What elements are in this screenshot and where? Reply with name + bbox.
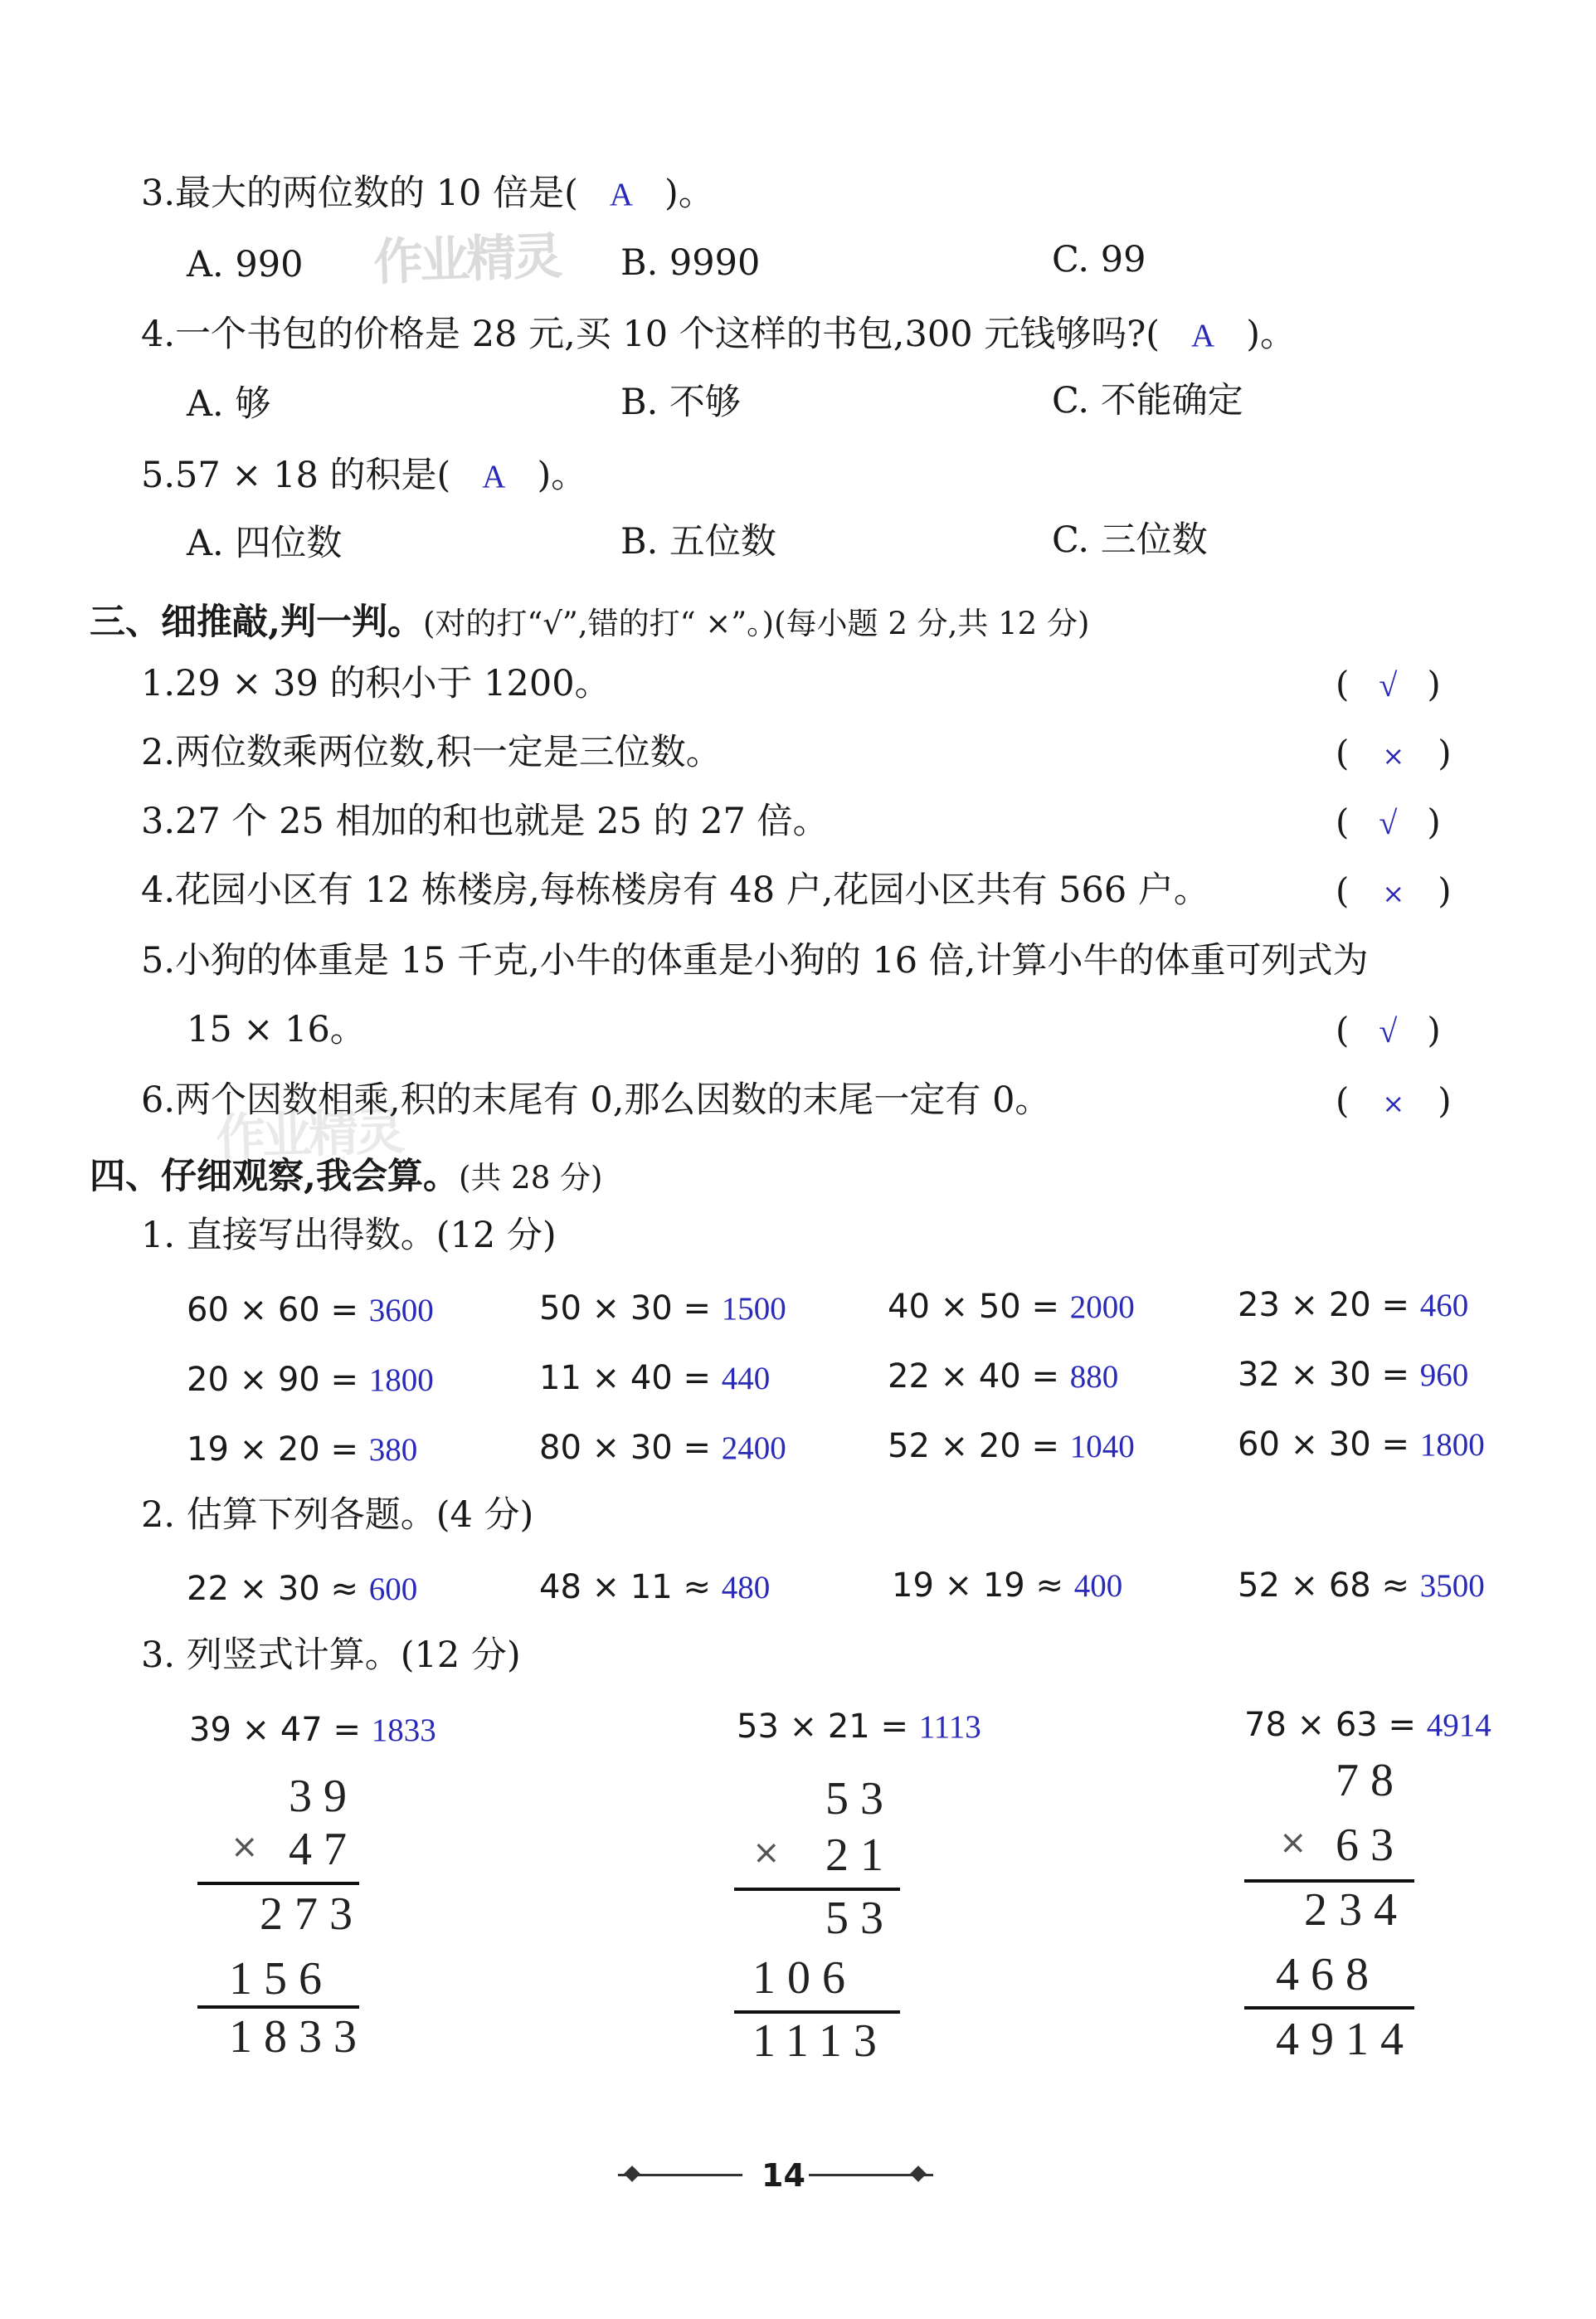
multiplicand: 53 [825,1773,895,1825]
vertical-calc-3 [1244,1749,1423,2077]
question-number: 3. [141,173,176,214]
vertical-expr: 39 × 47 = 1833 [189,1711,436,1749]
part-3-title: 3. 列竖式计算。(12 分) [141,1635,521,1676]
part-1-title: 1. 直接写出得数。(12 分) [141,1215,557,1256]
partial-product: 106 [752,1952,857,2004]
times-sign: × [231,1828,259,1866]
multiplier: 21 [825,1829,895,1881]
judge-bracket: ( √ ) [1336,801,1441,842]
partial-product: 468 [1276,1949,1380,2000]
estimate-item: 48 × 11 ≈ 480 [539,1568,771,1606]
judge-mark: × [1382,878,1405,909]
calc-item: 11 × 40 = 440 [539,1359,771,1397]
judge-mark: × [1382,740,1405,772]
times-sign: × [752,1834,781,1872]
judge-item: 1.29 × 39 的积小于 1200。 [141,663,611,704]
estimate-item: 19 × 19 ≈ 400 [892,1566,1123,1605]
vertical-calc-1 [189,1763,367,2070]
option-a: A. 990 [187,244,304,285]
ornament-diamond [910,2166,927,2182]
estimate-item: 52 × 68 ≈ 3500 [1238,1566,1485,1605]
rule [734,1888,900,1891]
watermark: 作业精灵 [215,1103,403,1167]
judge-item: 5.小狗的体重是 15 千克,小牛的体重是小狗的 16 倍,计算小牛的体重可列式为 [141,940,1369,982]
section-4-heading: 四、仔细观察,我会算。(共 28 分) [90,1156,603,1197]
judge-bracket: ( √ ) [1336,664,1441,704]
question-3: 3.最大的两位数的 10 倍是( A )。 [141,173,714,214]
judge-mark: √ [1379,666,1398,704]
judge-item-cont: 15 × 16。 [187,1009,366,1050]
judge-item: 6.两个因数相乘,积的末尾有 0,那么因数的末尾一定有 0。 [141,1079,1051,1121]
multiplicand: 78 [1336,1755,1405,1806]
partial-product: 156 [229,1953,333,2005]
option-c: C. 不能确定 [1052,380,1243,421]
calc-item: 60 × 30 = 1800 [1238,1425,1485,1464]
option-c: C. 三位数 [1052,519,1208,561]
answer: A [482,459,506,494]
rule [1244,1879,1414,1883]
judge-bracket: ( × ) [1336,733,1452,773]
partial-product: 234 [1304,1884,1409,1936]
option-a: A. 四位数 [187,523,343,564]
calc-item: 32 × 30 = 960 [1238,1356,1469,1394]
rule [197,2005,359,2009]
answer: A [609,177,634,212]
multiplier: 47 [289,1824,358,1875]
calc-item: 40 × 50 = 2000 [888,1288,1135,1326]
judge-item: 2.两位数乘两位数,积一定是三位数。 [141,732,722,773]
judge-mark: √ [1379,1012,1398,1050]
part-2-title: 2. 估算下列各题。(4 分) [141,1494,534,1536]
vertical-calc-2 [734,1759,912,2078]
product: 4914 [1276,2014,1415,2065]
watermark: 作业精灵 [372,227,561,292]
multiplier: 63 [1336,1820,1405,1871]
section-3-heading: 三、细推敲,判一判。(对的打“√”,错的打“ ×”。)(每小题 2 分,共 12 分) [90,602,1090,643]
calc-item: 80 × 30 = 2400 [539,1429,786,1467]
ornament-diamond [624,2166,640,2182]
vertical-expr: 53 × 21 = 1113 [737,1708,981,1746]
page-number: 14 [762,2157,805,2194]
calc-item: 23 × 20 = 460 [1238,1286,1469,1324]
option-c: C. 99 [1052,239,1146,280]
judge-bracket: ( √ ) [1336,1010,1441,1050]
partial-product: 273 [260,1888,364,1940]
product: 1113 [752,2015,888,2067]
rule [197,1882,359,1885]
option-b: B. 五位数 [620,521,776,563]
partial-product: 53 [825,1893,895,1944]
times-sign: × [1279,1824,1307,1862]
judge-item: 4.花园小区有 12 栋楼房,每栋楼房有 48 户,花园小区共有 566 户。 [141,870,1209,911]
rule [1244,2006,1414,2010]
judge-mark: √ [1379,804,1398,841]
question-5: 5.57 × 18 的积是( A )。 [141,455,587,496]
option-a: A. 够 [187,383,271,425]
estimate-item: 22 × 30 ≈ 600 [187,1570,418,1608]
product: 1833 [229,2011,368,2063]
calc-item: 50 × 30 = 1500 [539,1289,786,1328]
judge-item: 3.27 个 25 相加的和也就是 25 的 27 倍。 [141,801,829,842]
calc-item: 19 × 20 = 380 [187,1430,418,1469]
option-b: B. 9990 [620,242,761,284]
option-b: B. 不够 [620,382,741,423]
calc-item: 22 × 40 = 880 [888,1357,1119,1396]
question-4: 4.一个书包的价格是 28 元,买 10 个这样的书包,300 元钱够吗?( A )。 [141,314,1296,355]
judge-bracket: ( × ) [1336,1080,1452,1121]
judge-bracket: ( × ) [1336,870,1452,911]
calc-item: 52 × 20 = 1040 [888,1427,1135,1465]
calc-item: 20 × 90 = 1800 [187,1361,434,1399]
answer: A [1191,318,1215,353]
multiplicand: 39 [289,1771,358,1822]
calc-item: 60 × 60 = 3600 [187,1291,434,1329]
vertical-expr: 78 × 63 = 4914 [1244,1706,1491,1744]
judge-mark: × [1382,1088,1405,1119]
rule [734,2010,900,2014]
